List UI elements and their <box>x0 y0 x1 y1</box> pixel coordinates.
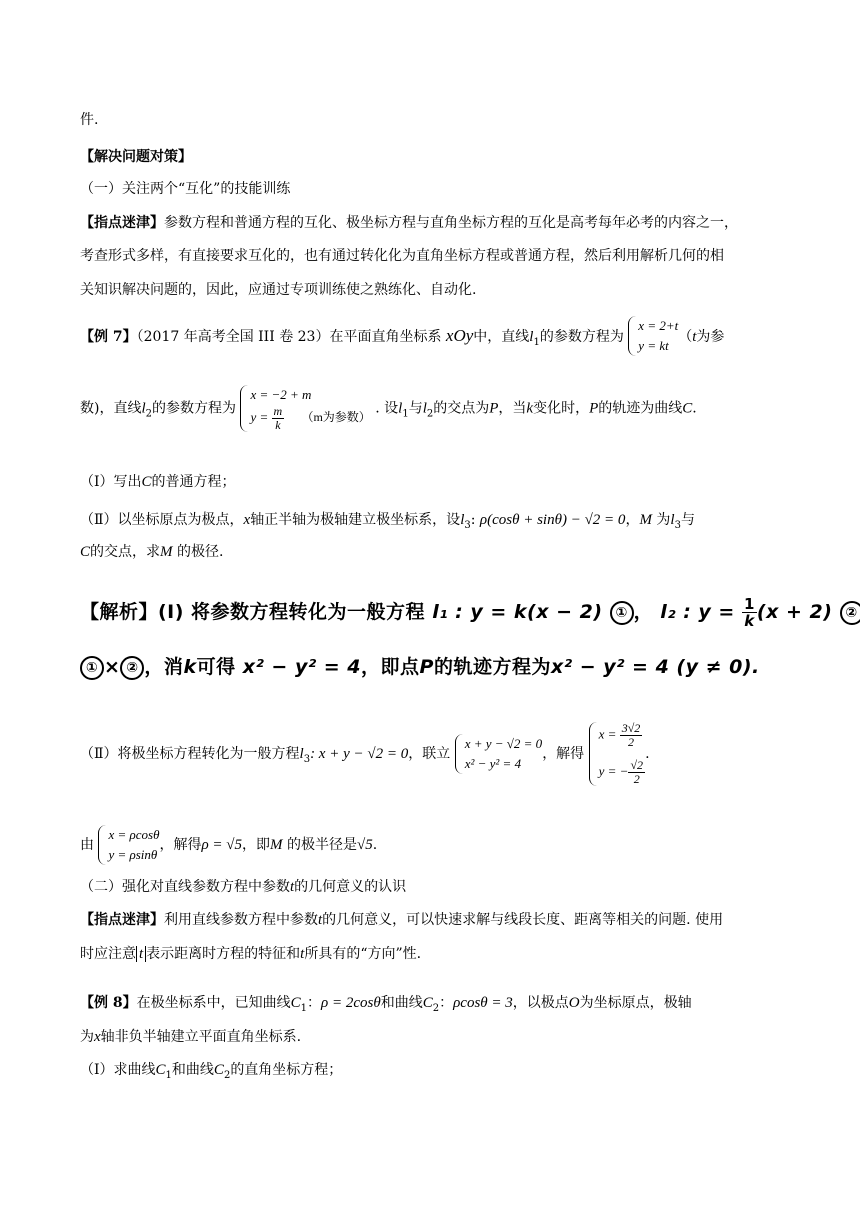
section-heading: 【解决问题对策】 <box>80 149 192 165</box>
text-line: 关知识解决问题的，因此，应通过专项训练使之熟练化、自动化. <box>80 282 477 298</box>
solution-system: x = $\frac{3√2}{2}$ y = − $\frac{√2}{2}$ <box>589 722 645 786</box>
equation-system: x = −2 + m y = $\frac{m}{k}$ （m为参数） <box>240 385 370 432</box>
solution-line-2: ① × ② ，消k可得 x² − y² = 4，即点P的轨迹方程为x² − y² = 4 (y ≠ 0). <box>80 652 760 680</box>
text-line: 数)，直线$l_2$的参数方程为 x = −2 + m y = $\frac{m}{k}$ （m为参数） . 设$l_1$与$l_2$的交点为P，当k变化时，P的轨迹为曲线C. <box>80 387 697 432</box>
text-line: 为x轴非负半轴建立平面直角坐标系. <box>80 1029 302 1045</box>
tip-paragraph: 【指点迷津】利用直线参数方程中参数t的几何意义，可以快速求解与线段长度、距离等相关的问题. 使用 <box>80 912 724 928</box>
solution-conclusion: 由 x = ρcosθ y = ρsinθ ，解得ρ = √5，即M 的极半径是√5. <box>80 825 377 865</box>
equation-system: x = ρcosθ y = ρsinθ <box>98 825 159 865</box>
equation-system: x + y − √2 = 0 x² − y² = 4 <box>455 734 543 774</box>
question-1: （Ⅰ）求曲线$C_1$和曲线$C_2$的直角坐标方程； <box>80 1062 343 1081</box>
question-1: （Ⅰ）写出C的普通方程； <box>80 474 236 490</box>
equation-system: x = 2+t y = kt <box>628 316 678 356</box>
text-line: 时应注意 t 表示距离时方程的特征和t所具有的“方向”性. <box>80 946 422 962</box>
example-8-line: 【例 8】在极坐标系中，已知曲线$C_1$：ρ = 2cosθ和曲线$C_2$：ρcosθ = 3，以极点O为坐标原点，极轴 <box>80 995 692 1014</box>
text-line: 考查形式多样，有直接要求互化的，也有通过转化化为直角坐标方程或普通方程，然后利用解析几何的相 <box>80 248 724 264</box>
text-line: C的交点，求M 的极径. <box>80 544 224 560</box>
solution-line-1: 【解析】(Ⅰ) 将参数方程转化为一般方程 l₁ : y = k(x − 2) ① ， l₂ : y = $\frac{1}{k}$ (x + 2) ② <box>80 596 860 629</box>
subsection-heading: （二）强化对直线参数方程中参数t的几何意义的认识 <box>80 879 407 895</box>
solution-part-2: （Ⅱ）将极坐标方程转化为一般方程$l_3$: x + y − √2 = 0，联立 x + y − √2 = 0 x² − y² = 4 ，解得 x = $\frac{3√2}{2}$ y = − $\frac{√2}{2}$ . <box>80 721 650 786</box>
question-2: （Ⅱ）以坐标原点为极点，x轴正半轴为极轴建立极坐标系，设$l_3$: ρ(cosθ + sinθ) − √2 = 0，M 为$l_3$与 <box>80 512 695 531</box>
subsection-heading: （一）关注两个“互化”的技能训练 <box>80 181 291 197</box>
example-7-line: 【例 7】（2017 年高考全国 III 卷 23）在平面直角坐标系 xOy中，直线$l_1$的参数方程为 x = 2+t y = kt （t为参 <box>80 318 724 356</box>
text-line: 件. <box>80 112 99 128</box>
tip-paragraph: 【指点迷津】参数方程和普通方程的互化、极坐标方程与直角坐标方程的互化是高考每年必考的内容之一， <box>80 215 738 231</box>
